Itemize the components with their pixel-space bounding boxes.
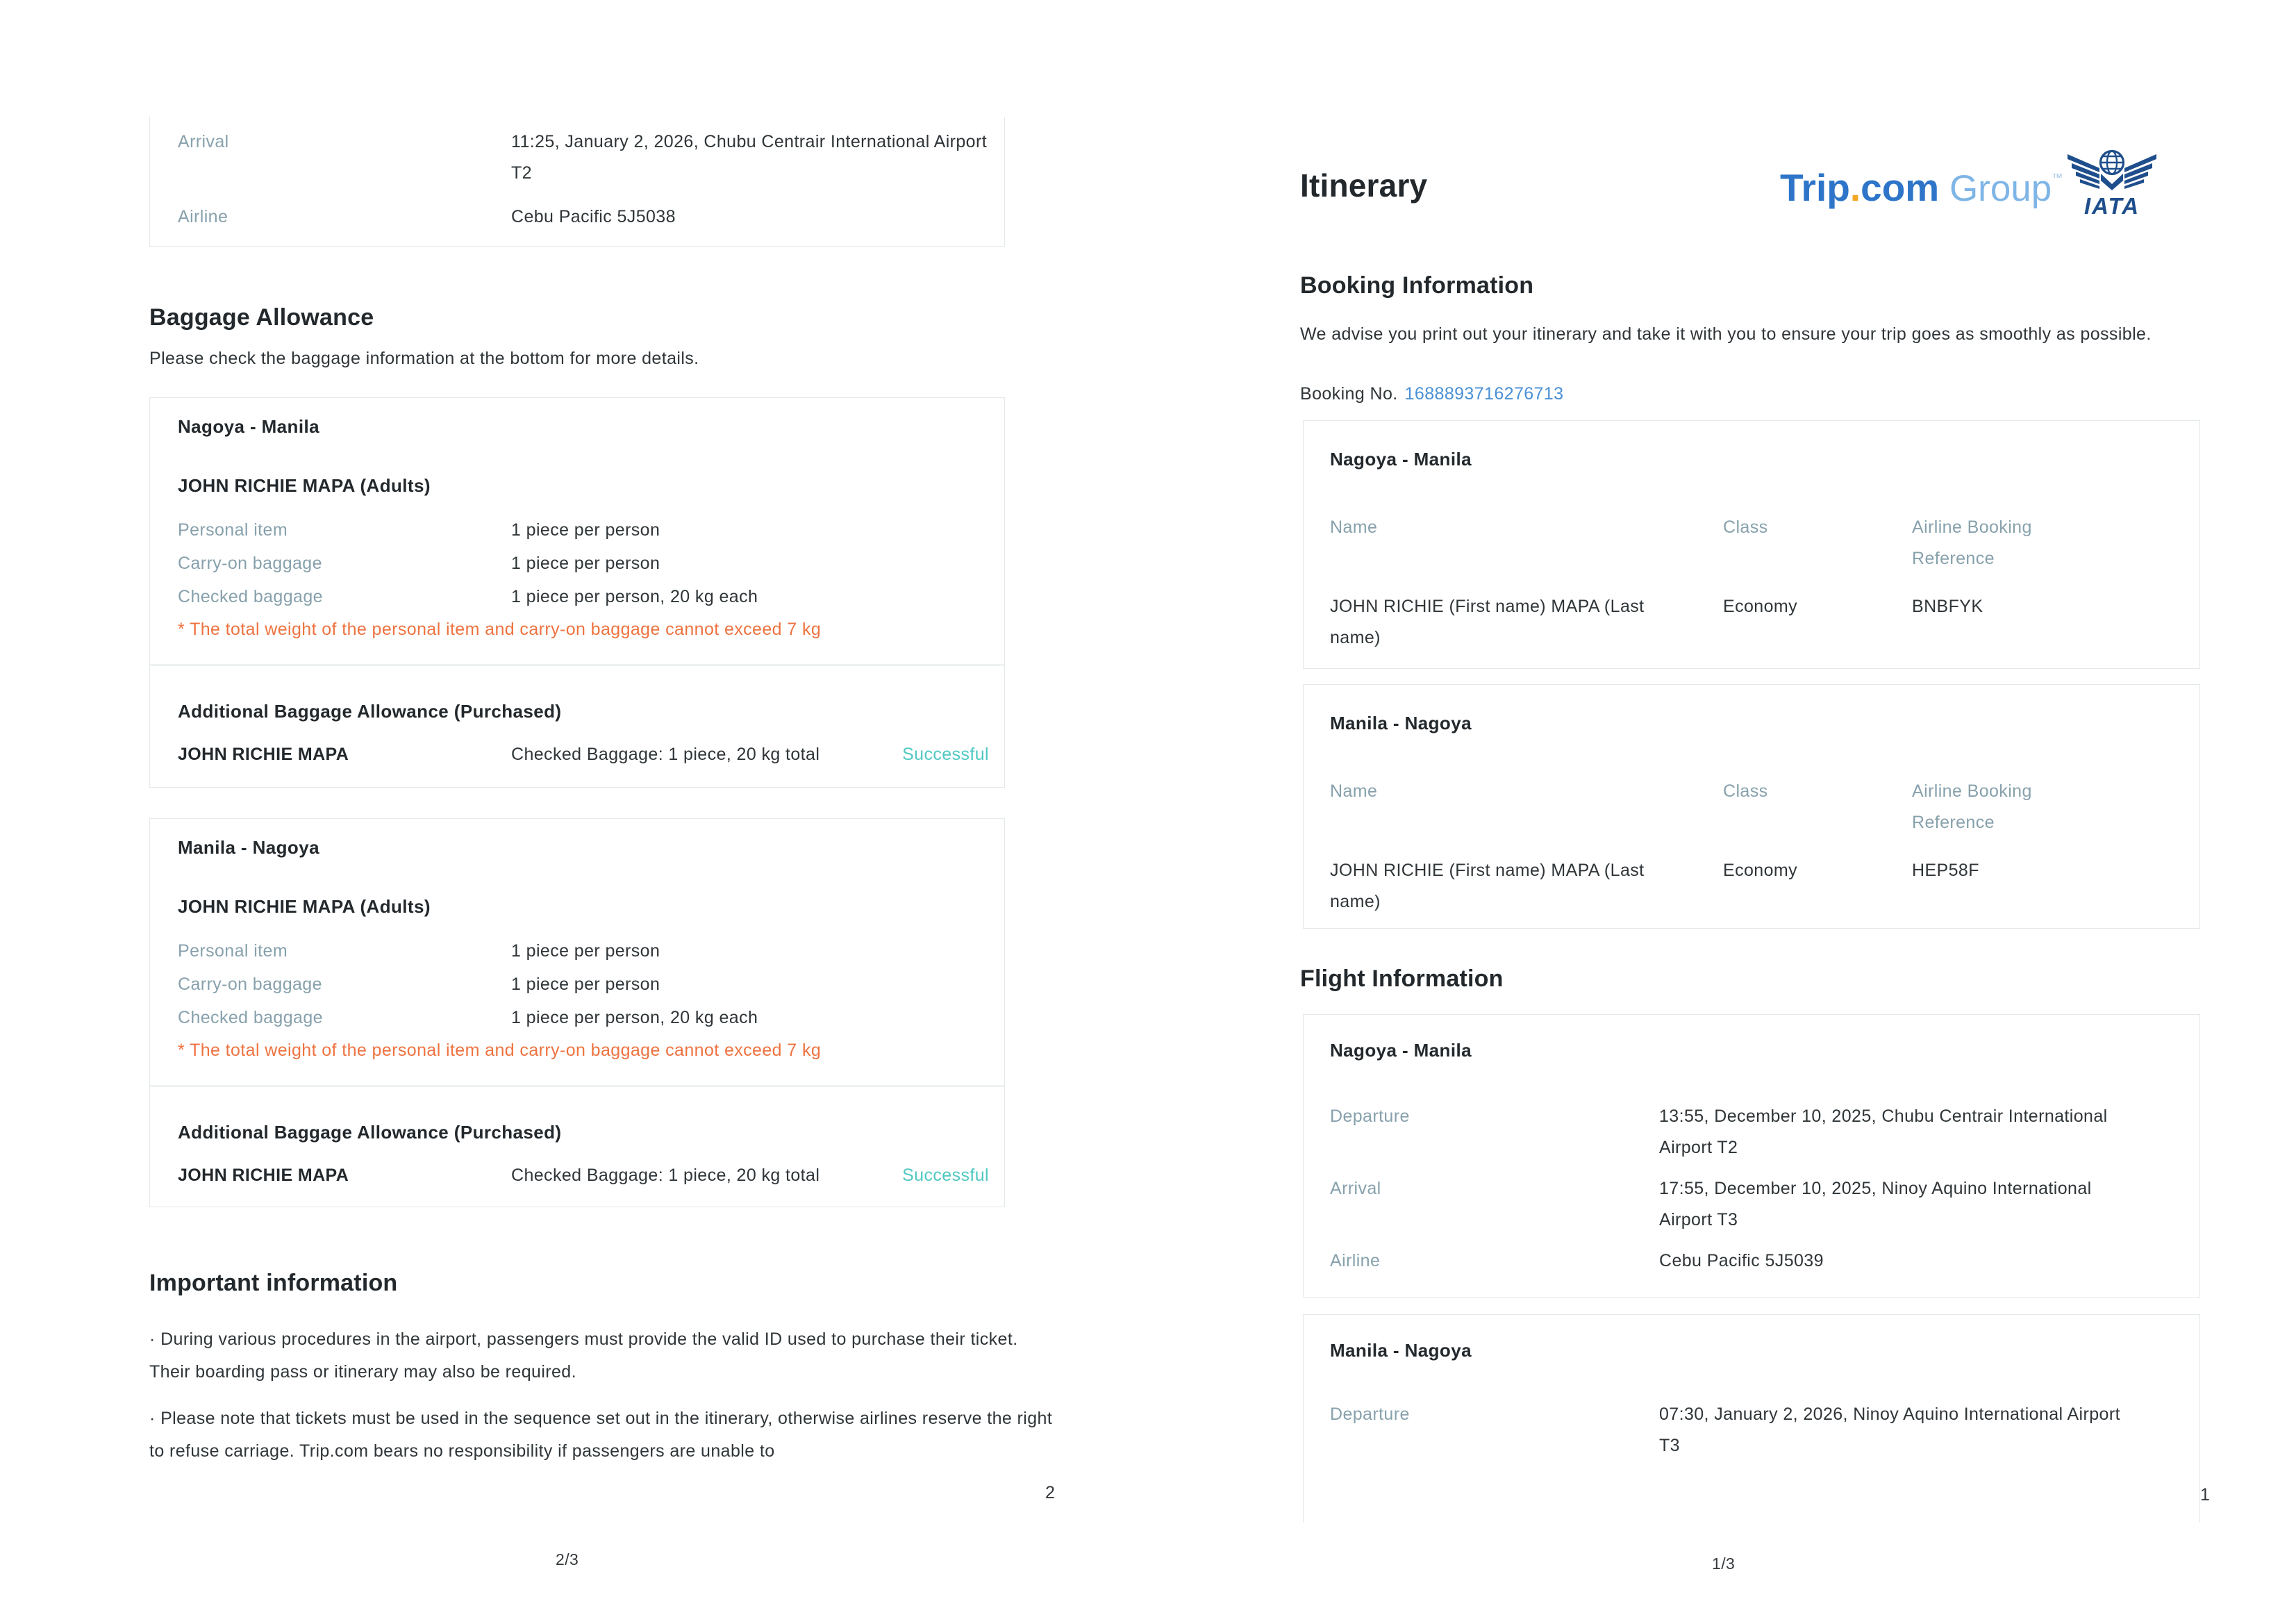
baggage-row-label: Personal item xyxy=(178,941,288,961)
arrival-value: 11:25, January 2, 2026, Chubu Centrair International Airport T2 xyxy=(511,132,988,183)
arrival-value: 17:55, December 10, 2025, Ninoy Aquino International Airport T3 xyxy=(1659,1179,2092,1229)
name-column-header: Name xyxy=(1330,517,1378,537)
baggage-row-value: 1 piece per person xyxy=(511,941,660,961)
booking-route: Manila - Nagoya xyxy=(1330,713,1472,734)
booking-table-header xyxy=(1330,512,2190,574)
baggage-row-value: 1 piece per person, 20 kg each xyxy=(511,587,758,606)
additional-passenger-name: JOHN RICHIE MAPA xyxy=(178,1166,349,1185)
arrival-row xyxy=(1330,1173,2190,1236)
booking-route: Nagoya - Manila xyxy=(1330,449,1472,470)
airline-row xyxy=(1330,1245,2190,1277)
footer-left: 2/3 xyxy=(556,1550,579,1568)
cabin-class: Economy xyxy=(1723,861,1798,880)
divider xyxy=(150,664,1004,666)
class-column-header: Class xyxy=(1723,517,1768,537)
baggage-row xyxy=(178,580,995,613)
departure-label: Departure xyxy=(1330,1405,1410,1424)
flight-rows xyxy=(1330,1399,2190,1461)
additional-passenger-name: JOHN RICHIE MAPA xyxy=(178,745,349,764)
baggage-card-manila-nagoya xyxy=(149,818,1005,1207)
baggage-row-value: 1 piece per person xyxy=(511,975,660,994)
arrival-label: Arrival xyxy=(178,132,229,151)
baggage-row-value: 1 piece per person xyxy=(511,554,660,573)
additional-baggage-row xyxy=(178,743,995,765)
booking-number-label: Booking No. xyxy=(1300,384,1398,404)
important-information-text xyxy=(149,1323,1059,1468)
baggage-row-label: Carry-on baggage xyxy=(178,975,322,994)
trip-logo-group: Group xyxy=(1939,168,2052,209)
additional-baggage-heading: Additional Baggage Allowance (Purchased) xyxy=(178,701,562,722)
passenger-name: JOHN RICHIE MAPA (Adults) xyxy=(178,896,431,917)
important-bullet-2: · Please note that tickets must be used in the sequence set out in the itinerary, otherwise airlines reserve the right to refuse carriage. Trip.com bears no responsibility if passengers are unable to xyxy=(149,1409,1053,1461)
additional-baggage-row xyxy=(178,1164,995,1186)
baggage-allowance-heading: Baggage Allowance xyxy=(149,304,374,331)
booking-card-manila-nagoya xyxy=(1303,684,2200,929)
passenger-name: JOHN RICHIE MAPA (Adults) xyxy=(178,475,431,496)
flight-route: Nagoya - Manila xyxy=(1330,1040,1472,1061)
divider xyxy=(150,1085,1004,1087)
name-column-header: Name xyxy=(1330,781,1378,801)
booking-information-heading: Booking Information xyxy=(1300,272,1534,299)
iata-logo-text: IATA xyxy=(2083,193,2140,219)
trip-logo-dot: . xyxy=(1849,166,1861,209)
baggage-row-label: Checked baggage xyxy=(178,587,323,606)
arrival-label: Arrival xyxy=(1330,1179,1381,1198)
trip-com-group-logo xyxy=(1780,154,2063,219)
baggage-card-nagoya-manila xyxy=(149,397,1005,788)
page-title: Itinerary xyxy=(1300,167,1428,204)
booking-table-row xyxy=(1330,591,2190,654)
booking-card-nagoya-manila xyxy=(1303,420,2200,669)
departure-value: 13:55, December 10, 2025, Chubu Centrair International Airport T2 xyxy=(1659,1107,2108,1157)
trip-logo-com: com xyxy=(1861,166,1940,209)
additional-baggage-heading: Additional Baggage Allowance (Purchased) xyxy=(178,1122,562,1143)
departure-row xyxy=(1330,1399,2190,1461)
baggage-row-value: 1 piece per person, 20 kg each xyxy=(511,1008,758,1027)
baggage-rows xyxy=(178,934,995,1034)
footer-right: 1/3 xyxy=(1712,1555,1736,1573)
important-bullet-1: · During various procedures in the airport, passengers must provide the valid ID used to purchase their ticket. Their boarding pass or itinerary may also be required. xyxy=(149,1329,1018,1382)
baggage-rows xyxy=(178,513,995,613)
booking-advisory-text: We advise you print out your itinerary and take it with you to ensure your trip goes as smoothly as possible. xyxy=(1300,324,2152,344)
baggage-route: Nagoya - Manila xyxy=(178,416,319,437)
airline-value: Cebu Pacific 5J5039 xyxy=(1659,1251,1824,1270)
baggage-row-label: Carry-on baggage xyxy=(178,554,322,573)
booking-number-link[interactable]: 1688893716276713 xyxy=(1404,384,1564,404)
reference-column-header: Airline Booking Reference xyxy=(1912,781,2032,832)
iata-wings-globe-icon xyxy=(2066,144,2158,219)
airline-label: Airline xyxy=(178,207,228,226)
passenger-full-name: JOHN RICHIE (First name) MAPA (Last name) xyxy=(1330,597,1645,647)
airline-label: Airline xyxy=(1330,1251,1381,1270)
flight-card-nagoya-manila xyxy=(1303,1014,2200,1298)
departure-value: 07:30, January 2, 2026, Ninoy Aquino International Airport T3 xyxy=(1659,1405,2120,1455)
baggage-allowance-subtitle: Please check the baggage information at the bottom for more details. xyxy=(149,349,699,368)
reference-column-header: Airline Booking Reference xyxy=(1912,517,2032,568)
departure-label: Departure xyxy=(1330,1107,1410,1126)
baggage-row-label: Personal item xyxy=(178,520,288,540)
airline-value: Cebu Pacific 5J5038 xyxy=(511,207,676,226)
flight-information-heading: Flight Information xyxy=(1300,966,1504,992)
airline-row xyxy=(178,201,995,233)
trip-logo-text: Trip xyxy=(1780,166,1850,209)
baggage-weight-note: * The total weight of the personal item and carry-on baggage cannot exceed 7 kg xyxy=(178,620,822,639)
class-column-header: Class xyxy=(1723,781,1768,801)
booking-number-line xyxy=(1300,384,1563,404)
iata-logo xyxy=(2066,144,2158,219)
status-badge: Successful xyxy=(902,1166,989,1185)
airline-booking-reference: HEP58F xyxy=(1912,861,1979,880)
baggage-row xyxy=(178,934,995,968)
baggage-row xyxy=(178,968,995,1001)
baggage-row xyxy=(178,547,995,580)
booking-table-header xyxy=(1330,776,2190,838)
departure-row xyxy=(1330,1101,2190,1163)
page-number-left: 2 xyxy=(1045,1483,1056,1502)
flight-card-manila-nagoya xyxy=(1303,1314,2200,1523)
baggage-row-label: Checked baggage xyxy=(178,1008,323,1027)
additional-baggage-value: Checked Baggage: 1 piece, 20 kg total xyxy=(511,745,820,764)
baggage-row xyxy=(178,513,995,547)
booking-table-row xyxy=(1330,855,2190,918)
flight-card-continuation xyxy=(149,117,1005,247)
baggage-row-value: 1 piece per person xyxy=(511,520,660,540)
airline-booking-reference: BNBFYK xyxy=(1912,597,1983,616)
baggage-weight-note: * The total weight of the personal item and carry-on baggage cannot exceed 7 kg xyxy=(178,1041,822,1060)
cabin-class: Economy xyxy=(1723,597,1798,616)
status-badge: Successful xyxy=(902,745,989,764)
passenger-full-name: JOHN RICHIE (First name) MAPA (Last name) xyxy=(1330,861,1645,911)
important-information-heading: Important information xyxy=(149,1270,398,1296)
arrival-row xyxy=(178,126,995,189)
flight-rows xyxy=(1330,1101,2190,1277)
baggage-row xyxy=(178,1001,995,1034)
flight-route: Manila - Nagoya xyxy=(1330,1340,1472,1361)
baggage-route: Manila - Nagoya xyxy=(178,837,319,858)
additional-baggage-value: Checked Baggage: 1 piece, 20 kg total xyxy=(511,1166,820,1185)
trademark-symbol: ™ xyxy=(2052,172,2063,184)
page-number-right: 1 xyxy=(2200,1485,2211,1505)
